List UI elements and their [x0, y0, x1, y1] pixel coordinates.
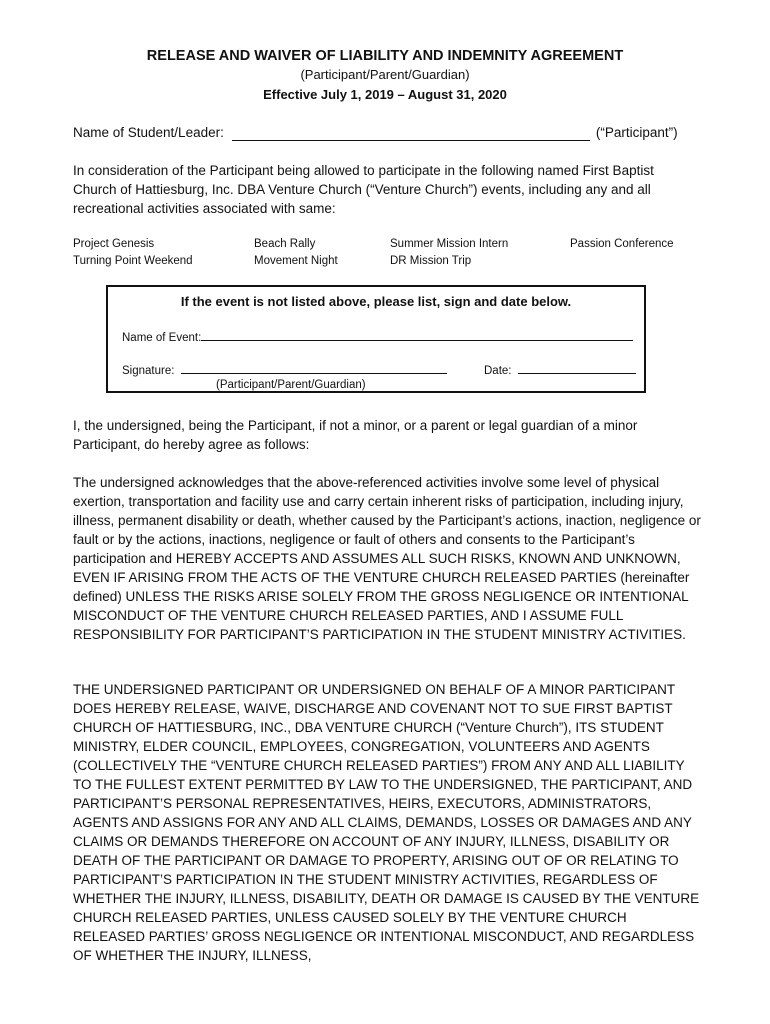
document-title: RELEASE AND WAIVER OF LIABILITY AND INDEMNITY AGREEMENT: [146, 48, 624, 64]
event-column-1: [73, 236, 193, 270]
agreement-intro-paragraph: I, the undersigned, being the Participant, if not a minor, or a parent or legal guardian of a minor Participant, do hereby agree as follows:: [73, 418, 638, 452]
date-field[interactable]: [518, 361, 636, 374]
date-label: Date:: [484, 365, 512, 377]
signature-field[interactable]: [181, 361, 447, 374]
participant-suffix: (“Participant”): [595, 125, 678, 140]
release-waiver-paragraph: THE UNDERSIGNED PARTICIPANT OR UNDERSIGNED ON BEHALF OF A MINOR PARTICIPANT DOES HEREBY RELEASE, WAIVE, DISCHARGE AND COVENANT NOT TO SUE FIRST BAPTIST CHURCH OF HATTIESBURG, INC., DBA VENTURE CHURCH (“Venture Church”), ITS STUDENT MINISTRY, ELDER COUNCIL, EMPLOYEES, CONGREGATION, VOLUNTEERS AND AGENTS (COLLECTIVELY THE “VENTURE CHURCH RELEASED PARTIES”) FROM ANY AND ALL LIABILITY TO THE FULLEST EXTENT PERMITTED BY LAW TO THE UNDERSIGNED, THE PARTICIPANT, AND PARTICIPANT’S PERSONAL REPRESENTATIVES, HEIRS, EXECUTORS, ADMINISTRATORS, AGENTS AND ASSIGNS FOR ANY AND ALL CLAIMS, DEMANDS, LOSSES OR DAMAGES AND ANY CLAIMS OR DEMANDS THEREFORE ON ACCOUNT OF ANY INJURY, ILLNESS, DISABILITY OR DEATH OF THE PARTICIPANT OR DAMAGE TO PROPERTY, ARISING OUT OF OR RELATING TO PARTICIPANT’S PARTICIPATION IN THE STUDENT MINISTRY ACTIVITIES, REGARDLESS OF WHETHER THE INJURY, ILLNESS, DISABILITY, DEATH OR DAMAGE IS CAUSED BY THE VENTURE CHURCH RELEASED PARTIES, UNLESS CAUSED SOLELY BY THE VENTURE CHURCH RELEASED PARTIES’ GROSS NEGLIGENCE OR INTENTIONAL MISCONDUCT, AND REGARDLESS OF WHETHER THE INJURY, ILLNESS,: [73, 682, 700, 963]
intro-paragraph: In consideration of the Participant being allowed to participate in the following named First Baptist Church of Hattiesburg, Inc. DBA Venture Church (“Venture Church”) events, including any and all recreational activities associated with same:: [73, 163, 654, 216]
event-name-label: Name of Event:: [122, 332, 202, 344]
signature-label: Signature:: [122, 365, 175, 377]
effective-dates: Effective July 1, 2019 – August 31, 2020: [263, 87, 507, 102]
event-item: Project Genesis: [73, 238, 155, 250]
event-item: Passion Conference: [570, 238, 674, 250]
participant-name-row: [73, 124, 713, 141]
event-column-4: [570, 236, 674, 253]
signature-caption: (Participant/Parent/Guardian): [216, 379, 366, 391]
event-name-row: [122, 328, 633, 345]
event-item: DR Mission Trip: [390, 255, 472, 267]
participant-name-label: Name of Student/Leader:: [73, 125, 224, 140]
event-item: Beach Rally: [254, 238, 316, 250]
date-row: [484, 361, 636, 378]
event-name-field[interactable]: [201, 328, 633, 341]
event-item: Movement Night: [254, 255, 338, 267]
event-column-2: [254, 236, 338, 270]
event-item: Summer Mission Intern: [390, 238, 509, 250]
event-item: Turning Point Weekend: [73, 255, 193, 267]
unlisted-event-box: [106, 285, 646, 393]
risk-acknowledgement-paragraph: The undersigned acknowledges that the above-referenced activities involve some level of physical exertion, transportation and facility use and carry certain inherent risks of participation, including injury, illness, permanent disability or death, whether caused by the Participant’s actions, inaction, negligence or fault or by the actions, inactions, negligence or fault of others and consents to the Participant’s participation and HEREBY ACCEPTS AND ASSUMES ALL SUCH RISKS, KNOWN AND UNKNOWN, EVEN IF ARISING FROM THE ACTS OF THE VENTURE CHURCH RELEASED PARTIES (hereinafter defined) UNLESS THE RISKS ARISE SOLELY FROM THE GROSS NEGLIGENCE OR INTENTIONAL MISCONDUCT OF THE VENTURE CHURCH RELEASED PARTIES, AND I ASSUME FULL RESPONSIBILITY FOR PARTICIPANT’S PARTICIPATION IN THE STUDENT MINISTRY ACTIVITIES.: [73, 475, 701, 642]
event-column-3: [390, 236, 508, 270]
document-subtitle: (Participant/Parent/Guardian): [300, 67, 470, 82]
signature-row: [122, 361, 447, 378]
box-heading: If the event is not listed above, please list, sign and date below.: [180, 294, 572, 309]
participant-name-field[interactable]: [232, 126, 590, 141]
